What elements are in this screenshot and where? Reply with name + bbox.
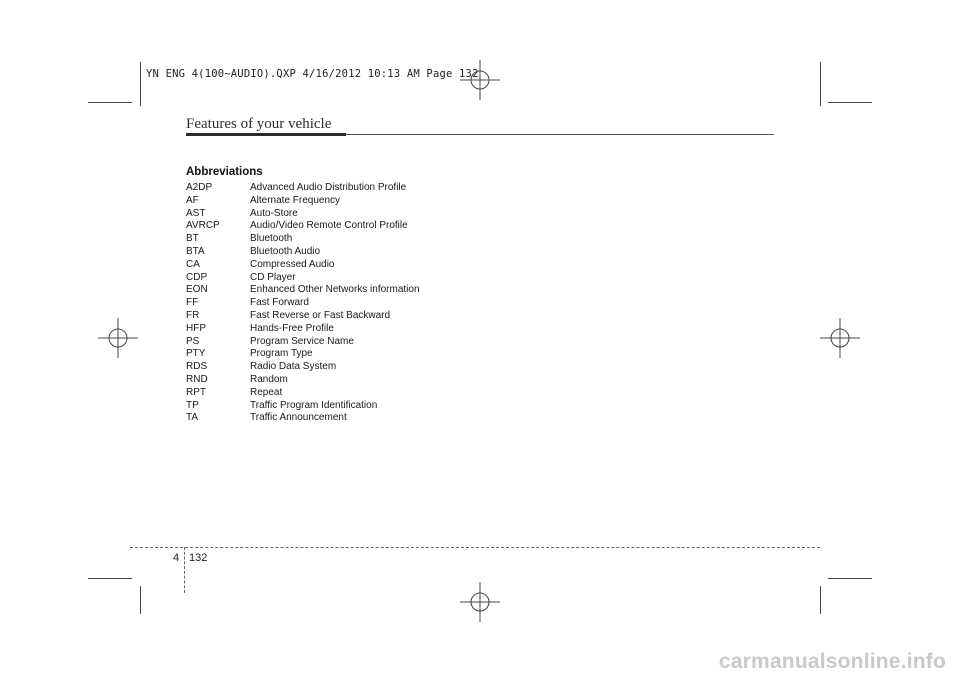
abbreviation-code: FR bbox=[186, 309, 200, 321]
abbreviation-row bbox=[186, 310, 420, 323]
abbreviation-definition: Fast Forward bbox=[250, 297, 309, 309]
abbreviation-definition: Auto-Store bbox=[250, 207, 298, 219]
page-header-title: Features of your vehicle bbox=[186, 116, 332, 132]
crop-mark bbox=[88, 102, 132, 103]
header-accent-bar bbox=[186, 133, 346, 136]
crop-mark bbox=[140, 586, 141, 614]
abbreviation-definition: Audio/Video Remote Control Profile bbox=[250, 220, 408, 232]
abbreviation-code: TP bbox=[186, 399, 199, 411]
abbreviation-code: AST bbox=[186, 207, 206, 219]
abbreviation-definition: Program Type bbox=[250, 348, 313, 360]
site-watermark: carmanualsonline.info bbox=[718, 650, 946, 673]
abbreviation-row bbox=[186, 220, 420, 233]
abbreviation-definition: Advanced Audio Distribution Profile bbox=[250, 182, 407, 193]
abbreviation-row bbox=[186, 323, 420, 336]
crop-mark bbox=[88, 578, 132, 579]
abbreviation-code: BT bbox=[186, 233, 199, 245]
section-heading: Abbreviations bbox=[186, 166, 263, 178]
footer-divider bbox=[184, 547, 185, 593]
abbreviation-definition: Hands-Free Profile bbox=[250, 322, 334, 334]
abbreviation-definition: Bluetooth Audio bbox=[250, 245, 321, 257]
abbreviation-row bbox=[186, 284, 420, 297]
crop-mark bbox=[828, 102, 872, 103]
abbreviation-definition: Random bbox=[250, 373, 288, 385]
abbreviation-code: HFP bbox=[186, 322, 206, 334]
abbreviation-row bbox=[186, 374, 420, 387]
abbreviation-row bbox=[186, 400, 420, 413]
registration-target-icon bbox=[460, 60, 500, 100]
abbreviation-code: A2DP bbox=[186, 182, 213, 193]
abbreviation-definition: Enhanced Other Networks information bbox=[250, 284, 420, 296]
registration-target-icon bbox=[98, 318, 138, 358]
abbreviation-row bbox=[186, 412, 420, 425]
footer-rule bbox=[130, 547, 820, 548]
abbreviation-code: CDP bbox=[186, 271, 208, 283]
crop-mark bbox=[820, 62, 821, 106]
abbreviation-row bbox=[186, 233, 420, 246]
abbreviation-list bbox=[186, 182, 420, 425]
abbreviation-row bbox=[186, 336, 420, 349]
abbreviation-row bbox=[186, 246, 420, 259]
abbreviation-code: EON bbox=[186, 284, 208, 296]
abbreviation-code: FF bbox=[186, 297, 199, 309]
abbreviation-definition: Traffic Announcement bbox=[250, 412, 347, 424]
abbreviation-definition: Fast Reverse or Fast Backward bbox=[250, 309, 391, 321]
abbreviation-definition: Compressed Audio bbox=[250, 258, 335, 270]
abbreviation-definition: Alternate Frequency bbox=[250, 194, 341, 206]
registration-target-icon bbox=[460, 582, 500, 622]
abbreviation-code: TA bbox=[186, 412, 199, 424]
abbreviation-row bbox=[186, 182, 420, 195]
abbreviation-definition: Radio Data System bbox=[250, 361, 337, 373]
abbreviation-code: RDS bbox=[186, 361, 208, 373]
abbreviation-row bbox=[186, 259, 420, 272]
abbreviation-definition: CD Player bbox=[250, 271, 296, 283]
abbreviation-definition: Bluetooth bbox=[250, 233, 293, 245]
abbreviation-code: AF bbox=[186, 194, 199, 206]
abbreviation-row bbox=[186, 297, 420, 310]
abbreviation-code: RPT bbox=[186, 386, 206, 398]
abbreviation-row bbox=[186, 348, 420, 361]
page-number: 132 bbox=[189, 552, 208, 564]
crop-mark bbox=[828, 578, 872, 579]
abbreviation-code: PS bbox=[186, 335, 200, 347]
abbreviation-row bbox=[186, 195, 420, 208]
print-slug-line: YN ENG 4(100~AUDIO).QXP 4/16/2012 10:13 AM Page 132 bbox=[146, 68, 479, 80]
abbreviation-code: BTA bbox=[186, 245, 205, 257]
abbreviation-code: CA bbox=[186, 258, 200, 270]
abbreviation-definition: Program Service Name bbox=[250, 335, 354, 347]
chapter-number: 4 bbox=[173, 552, 180, 564]
abbreviation-definition: Traffic Program Identification bbox=[250, 399, 378, 411]
abbreviation-row bbox=[186, 272, 420, 285]
abbreviation-definition: Repeat bbox=[250, 386, 283, 398]
abbreviation-row bbox=[186, 387, 420, 400]
crop-mark bbox=[140, 62, 141, 106]
abbreviation-row bbox=[186, 361, 420, 374]
abbreviation-code: AVRCP bbox=[186, 220, 220, 232]
abbreviation-code: PTY bbox=[186, 348, 206, 360]
abbreviation-row bbox=[186, 208, 420, 221]
crop-mark bbox=[820, 586, 821, 614]
registration-target-icon bbox=[820, 318, 860, 358]
header-rule bbox=[346, 134, 774, 135]
abbreviation-code: RND bbox=[186, 373, 208, 385]
